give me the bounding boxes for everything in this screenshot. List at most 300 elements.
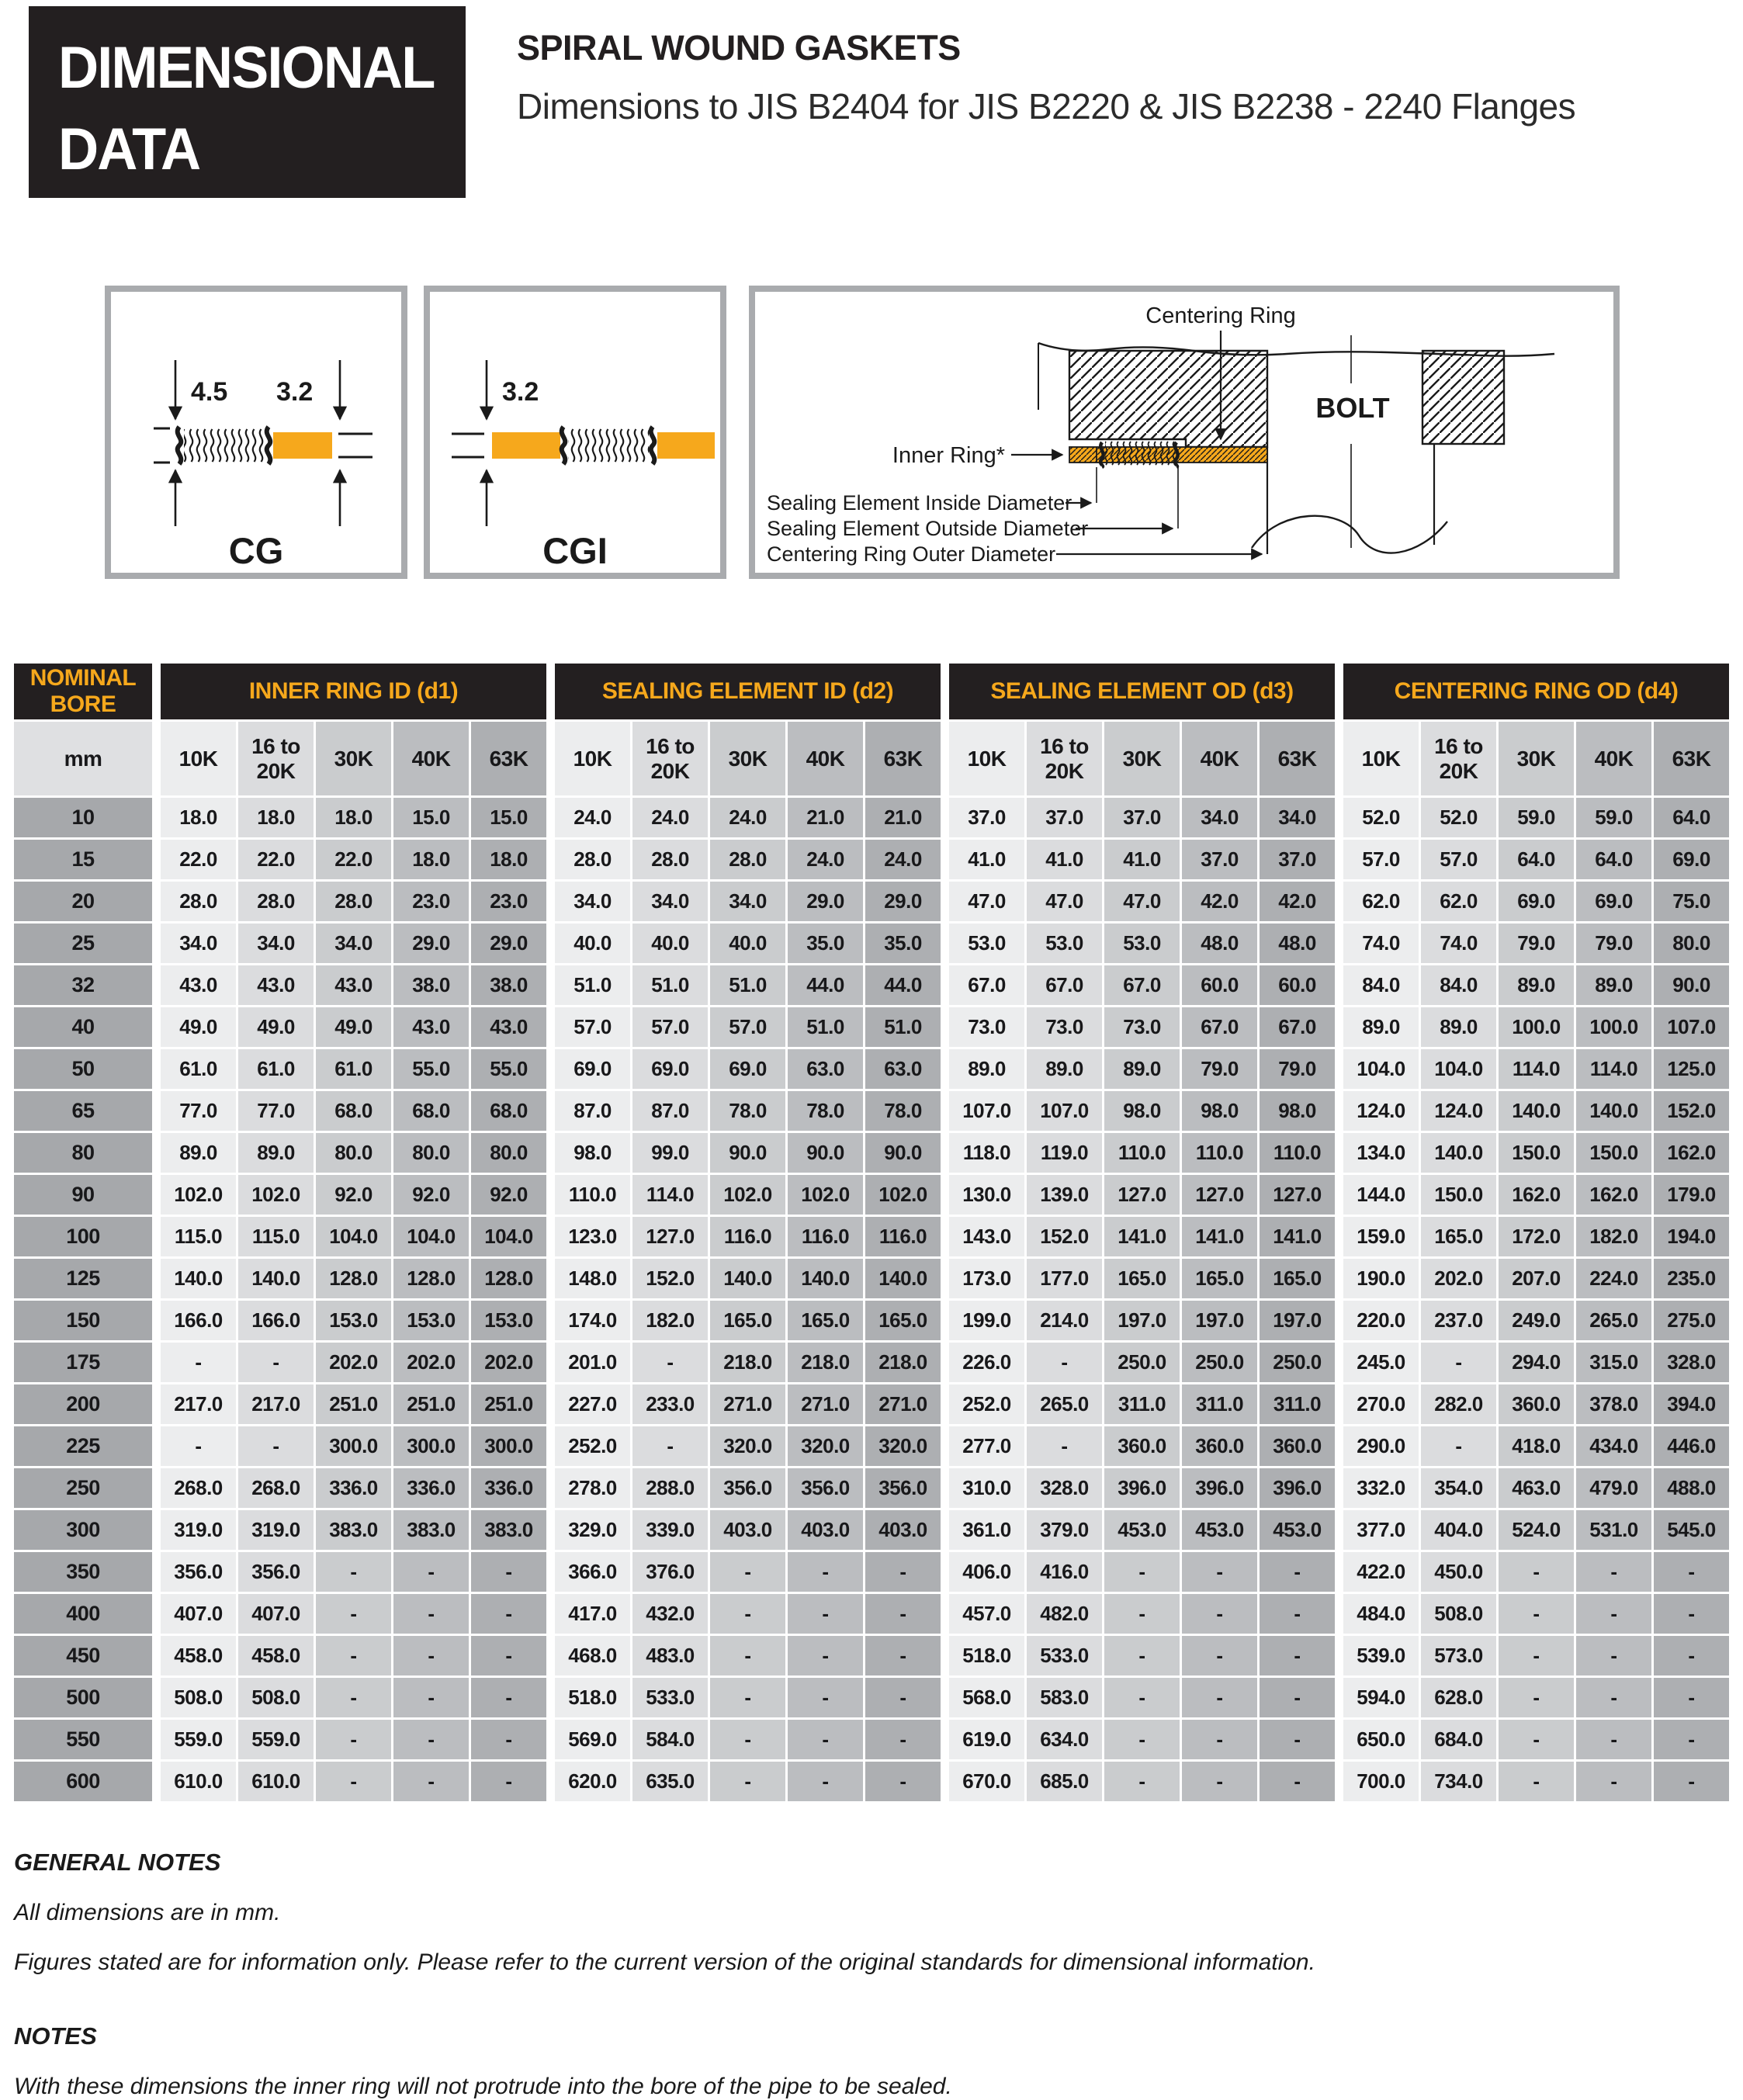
value-cell: 140.0 [1421, 1133, 1496, 1173]
value-cell: 98.0 [1104, 1091, 1180, 1131]
dimensional-data-badge [29, 6, 466, 198]
value-cell: - [471, 1636, 546, 1675]
value-cell: 130.0 [949, 1175, 1024, 1215]
value-cell: 114.0 [1499, 1049, 1574, 1089]
value-cell: - [710, 1678, 785, 1717]
pressure-class-header: 30K [1104, 722, 1180, 795]
value-cell: - [161, 1426, 236, 1466]
value-cell: 42.0 [1260, 882, 1335, 921]
value-cell: - [1260, 1762, 1335, 1801]
value-cell: 356.0 [238, 1552, 314, 1592]
value-cell: - [710, 1636, 785, 1675]
value-cell: 377.0 [1343, 1510, 1419, 1550]
value-cell: - [1260, 1552, 1335, 1592]
value-cell: 47.0 [1104, 882, 1180, 921]
value-cell: 450.0 [1421, 1552, 1496, 1592]
value-cell: 90.0 [788, 1133, 863, 1173]
value-cell: 458.0 [238, 1636, 314, 1675]
value-cell: - [393, 1678, 469, 1717]
centering-ring-label: Centering Ring [1145, 303, 1296, 328]
value-cell: 37.0 [1104, 798, 1180, 837]
value-cell: - [1421, 1426, 1496, 1466]
table-row [14, 1217, 1729, 1256]
value-cell: 61.0 [238, 1049, 314, 1089]
value-cell: 194.0 [1654, 1217, 1729, 1256]
value-cell: 89.0 [238, 1133, 314, 1173]
value-cell: 104.0 [1343, 1049, 1419, 1089]
value-cell: 110.0 [1260, 1133, 1335, 1173]
pressure-class-header: 10K [949, 722, 1024, 795]
cgi-gasket-diagram [424, 286, 726, 579]
value-cell: 533.0 [1027, 1636, 1102, 1675]
cg-spiral-wound-section [184, 428, 265, 463]
value-cell: 650.0 [1343, 1720, 1419, 1759]
value-cell: 34.0 [1260, 798, 1335, 837]
value-cell: - [1104, 1594, 1180, 1634]
value-cell: 202.0 [316, 1343, 391, 1382]
value-cell: 75.0 [1654, 882, 1729, 921]
bore-cell: 550 [14, 1720, 152, 1759]
value-cell: 252.0 [949, 1384, 1024, 1424]
value-cell: 356.0 [161, 1552, 236, 1592]
cgi-wind-end [651, 427, 655, 464]
value-cell: 23.0 [393, 882, 469, 921]
value-cell: 329.0 [555, 1510, 630, 1550]
pressure-class-header: 30K [710, 722, 785, 795]
value-cell: 140.0 [710, 1259, 785, 1298]
value-cell: 336.0 [316, 1468, 391, 1508]
cgi-spiral-wound-section [568, 428, 649, 463]
value-cell: 28.0 [316, 882, 391, 921]
value-cell: - [316, 1636, 391, 1675]
bore-cell: 50 [14, 1049, 152, 1089]
section-diagram-svg [755, 292, 1613, 573]
value-cell: 251.0 [393, 1384, 469, 1424]
value-cell: 573.0 [1421, 1636, 1496, 1675]
value-cell: 57.0 [555, 1007, 630, 1047]
value-cell: 64.0 [1654, 798, 1729, 837]
value-cell: 356.0 [788, 1468, 863, 1508]
value-cell: 118.0 [949, 1133, 1024, 1173]
value-cell: 43.0 [471, 1007, 546, 1047]
value-cell: 48.0 [1182, 924, 1257, 963]
value-cell: - [316, 1762, 391, 1801]
value-cell: 68.0 [471, 1091, 546, 1131]
value-cell: 67.0 [1182, 1007, 1257, 1047]
table-row [14, 1762, 1729, 1801]
value-cell: 107.0 [1027, 1091, 1102, 1131]
value-cell: 40.0 [632, 924, 708, 963]
bore-cell: 65 [14, 1091, 152, 1131]
value-cell: 102.0 [161, 1175, 236, 1215]
value-cell: 100.0 [1576, 1007, 1651, 1047]
value-cell: 518.0 [949, 1636, 1024, 1675]
value-cell: - [1182, 1720, 1257, 1759]
value-cell: 463.0 [1499, 1468, 1574, 1508]
value-cell: - [1654, 1762, 1729, 1801]
value-cell: - [316, 1552, 391, 1592]
value-cell: - [1576, 1678, 1651, 1717]
table-row [14, 798, 1729, 837]
value-cell: 77.0 [161, 1091, 236, 1131]
value-cell: - [865, 1636, 941, 1675]
bore-cell: 350 [14, 1552, 152, 1592]
value-cell: 18.0 [316, 798, 391, 837]
value-cell: 628.0 [1421, 1678, 1496, 1717]
value-cell: 311.0 [1104, 1384, 1180, 1424]
group-header: INNER RING ID (d1) [161, 664, 546, 719]
value-cell: 235.0 [1654, 1259, 1729, 1298]
value-cell: 23.0 [471, 882, 546, 921]
value-cell: 18.0 [161, 798, 236, 837]
value-cell: - [1499, 1720, 1574, 1759]
value-cell: 300.0 [393, 1426, 469, 1466]
value-cell: 268.0 [238, 1468, 314, 1508]
flange-block-right [1422, 351, 1504, 444]
value-cell: 140.0 [161, 1259, 236, 1298]
value-cell: 165.0 [788, 1301, 863, 1340]
value-cell: 43.0 [238, 965, 314, 1005]
value-cell: 141.0 [1182, 1217, 1257, 1256]
value-cell: 366.0 [555, 1552, 630, 1592]
value-cell: 34.0 [710, 882, 785, 921]
value-cell: 78.0 [865, 1091, 941, 1131]
value-cell: - [316, 1720, 391, 1759]
value-cell: - [1182, 1678, 1257, 1717]
value-cell: 453.0 [1260, 1510, 1335, 1550]
value-cell: 28.0 [161, 882, 236, 921]
value-cell: 360.0 [1182, 1426, 1257, 1466]
value-cell: 152.0 [1654, 1091, 1729, 1131]
value-cell: 233.0 [632, 1384, 708, 1424]
value-cell: 172.0 [1499, 1217, 1574, 1256]
value-cell: 250.0 [1104, 1343, 1180, 1382]
value-cell: 271.0 [865, 1384, 941, 1424]
value-cell: 453.0 [1104, 1510, 1180, 1550]
bore-cell: 125 [14, 1259, 152, 1298]
value-cell: 202.0 [471, 1343, 546, 1382]
value-cell: 69.0 [1499, 882, 1574, 921]
value-cell: 69.0 [710, 1049, 785, 1089]
notes-title: NOTES [14, 2022, 97, 2050]
general-notes-line-1: All dimensions are in mm. [14, 1900, 281, 1925]
table-row [14, 1133, 1729, 1173]
value-cell: 311.0 [1260, 1384, 1335, 1424]
value-cell: 61.0 [161, 1049, 236, 1089]
value-cell: 524.0 [1499, 1510, 1574, 1550]
value-cell: 300.0 [316, 1426, 391, 1466]
value-cell: 63.0 [788, 1049, 863, 1089]
value-cell: 533.0 [632, 1678, 708, 1717]
value-cell: 80.0 [393, 1133, 469, 1173]
value-cell: 40.0 [555, 924, 630, 963]
cgi-label: CGI [542, 530, 608, 571]
value-cell: 57.0 [1343, 840, 1419, 879]
value-cell: 150.0 [1576, 1133, 1651, 1173]
value-cell: 584.0 [632, 1720, 708, 1759]
pressure-class-header: 10K [161, 722, 236, 795]
general-notes-line-2: Figures stated are for information only. Please refer to the current version of the original standards for dimensional information. [14, 1949, 1315, 1975]
value-cell: 177.0 [1027, 1259, 1102, 1298]
bolt-break-squiggle [1252, 516, 1447, 553]
value-cell: 300.0 [471, 1426, 546, 1466]
value-cell: - [1104, 1678, 1180, 1717]
value-cell: - [865, 1762, 941, 1801]
value-cell: 417.0 [555, 1594, 630, 1634]
value-cell: 79.0 [1182, 1049, 1257, 1089]
value-cell: 24.0 [710, 798, 785, 837]
value-cell: 268.0 [161, 1468, 236, 1508]
value-cell: - [710, 1720, 785, 1759]
value-cell: 140.0 [1576, 1091, 1651, 1131]
group-header: SEALING ELEMENT OD (d3) [949, 664, 1335, 719]
value-cell: 162.0 [1499, 1175, 1574, 1215]
value-cell: 128.0 [316, 1259, 391, 1298]
value-cell: 165.0 [1260, 1259, 1335, 1298]
value-cell: 22.0 [238, 840, 314, 879]
value-cell: 218.0 [865, 1343, 941, 1382]
value-cell: 24.0 [555, 798, 630, 837]
value-cell: 64.0 [1576, 840, 1651, 879]
value-cell: 114.0 [1576, 1049, 1651, 1089]
bore-cell: 400 [14, 1594, 152, 1634]
value-cell: - [393, 1636, 469, 1675]
pressure-class-header: 63K [1654, 722, 1729, 795]
value-cell: 98.0 [1182, 1091, 1257, 1131]
value-cell: 320.0 [788, 1426, 863, 1466]
value-cell: - [1654, 1636, 1729, 1675]
cg-thickness-right: 3.2 [276, 377, 314, 407]
value-cell: 165.0 [1421, 1217, 1496, 1256]
value-cell: - [1027, 1426, 1102, 1466]
bore-cell: 10 [14, 798, 152, 837]
value-cell: 518.0 [555, 1678, 630, 1717]
value-cell: - [865, 1594, 941, 1634]
value-cell: 68.0 [393, 1091, 469, 1131]
value-cell: 383.0 [471, 1510, 546, 1550]
table-row [14, 924, 1729, 963]
bore-cell: 80 [14, 1133, 152, 1173]
value-cell: - [1421, 1343, 1496, 1382]
value-cell: 34.0 [632, 882, 708, 921]
value-cell: 51.0 [710, 965, 785, 1005]
value-cell: 90.0 [710, 1133, 785, 1173]
value-cell: 22.0 [316, 840, 391, 879]
bore-cell: 175 [14, 1343, 152, 1382]
value-cell: 89.0 [1343, 1007, 1419, 1047]
value-cell: 24.0 [865, 840, 941, 879]
value-cell: 140.0 [1499, 1091, 1574, 1131]
value-cell: 99.0 [632, 1133, 708, 1173]
table-row [14, 1678, 1729, 1717]
value-cell: 282.0 [1421, 1384, 1496, 1424]
value-cell: 29.0 [393, 924, 469, 963]
value-cell: 55.0 [471, 1049, 546, 1089]
value-cell: 684.0 [1421, 1720, 1496, 1759]
pressure-class-header: 16 to 20K [632, 722, 708, 795]
value-cell: 104.0 [1421, 1049, 1496, 1089]
value-cell: 35.0 [865, 924, 941, 963]
value-cell: 73.0 [1027, 1007, 1102, 1047]
value-cell: 102.0 [710, 1175, 785, 1215]
value-cell: - [471, 1720, 546, 1759]
value-cell: 162.0 [1654, 1133, 1729, 1173]
value-cell: - [1104, 1720, 1180, 1759]
value-cell: 237.0 [1421, 1301, 1496, 1340]
value-cell: 61.0 [316, 1049, 391, 1089]
value-cell: - [1654, 1720, 1729, 1759]
table-row [14, 1007, 1729, 1047]
value-cell: 332.0 [1343, 1468, 1419, 1508]
value-cell: 396.0 [1182, 1468, 1257, 1508]
value-cell: 18.0 [393, 840, 469, 879]
value-cell: 394.0 [1654, 1384, 1729, 1424]
bore-cell: 300 [14, 1510, 152, 1550]
value-cell: 165.0 [1182, 1259, 1257, 1298]
value-cell: 271.0 [788, 1384, 863, 1424]
value-cell: 77.0 [238, 1091, 314, 1131]
value-cell: 434.0 [1576, 1426, 1651, 1466]
value-cell: - [393, 1594, 469, 1634]
value-cell: 376.0 [632, 1552, 708, 1592]
value-cell: 115.0 [238, 1217, 314, 1256]
value-cell: 79.0 [1260, 1049, 1335, 1089]
pressure-class-header: 63K [865, 722, 941, 795]
value-cell: 74.0 [1343, 924, 1419, 963]
value-cell: 634.0 [1027, 1720, 1102, 1759]
value-cell: 127.0 [632, 1217, 708, 1256]
value-cell: 224.0 [1576, 1259, 1651, 1298]
value-cell: 47.0 [1027, 882, 1102, 921]
value-cell: 220.0 [1343, 1301, 1419, 1340]
value-cell: - [1104, 1552, 1180, 1592]
cg-gasket-diagram [105, 286, 407, 579]
value-cell: 336.0 [393, 1468, 469, 1508]
value-cell: 457.0 [949, 1594, 1024, 1634]
value-cell: 57.0 [710, 1007, 785, 1047]
value-cell: - [1576, 1720, 1651, 1759]
value-cell: 403.0 [865, 1510, 941, 1550]
value-cell: 87.0 [555, 1091, 630, 1131]
table-row [14, 1049, 1729, 1089]
value-cell: 406.0 [949, 1552, 1024, 1592]
value-cell: 214.0 [1027, 1301, 1102, 1340]
value-cell: 483.0 [632, 1636, 708, 1675]
cg-thickness-left: 4.5 [191, 377, 228, 407]
value-cell: 361.0 [949, 1510, 1024, 1550]
bore-cell: 40 [14, 1007, 152, 1047]
value-cell: 217.0 [238, 1384, 314, 1424]
cg-wind-start [178, 427, 182, 464]
table-row [14, 1384, 1729, 1424]
value-cell: 432.0 [632, 1594, 708, 1634]
value-cell: 153.0 [316, 1301, 391, 1340]
value-cell: 41.0 [1104, 840, 1180, 879]
value-cell: 139.0 [1027, 1175, 1102, 1215]
value-cell: 199.0 [949, 1301, 1024, 1340]
value-cell: 116.0 [710, 1217, 785, 1256]
value-cell: 407.0 [238, 1594, 314, 1634]
value-cell: 42.0 [1182, 882, 1257, 921]
value-cell: 107.0 [949, 1091, 1024, 1131]
value-cell: 79.0 [1576, 924, 1651, 963]
sealing-id-label: Sealing Element Inside Diameter [767, 491, 1072, 515]
value-cell: 383.0 [316, 1510, 391, 1550]
value-cell: 670.0 [949, 1762, 1024, 1801]
value-cell: 315.0 [1576, 1343, 1651, 1382]
value-cell: 57.0 [1421, 840, 1496, 879]
table-row [14, 1091, 1729, 1131]
value-cell: 53.0 [949, 924, 1024, 963]
value-cell: 73.0 [1104, 1007, 1180, 1047]
value-cell: 173.0 [949, 1259, 1024, 1298]
table-row [14, 1343, 1729, 1382]
value-cell: 80.0 [471, 1133, 546, 1173]
value-cell: 152.0 [632, 1259, 708, 1298]
value-cell: 278.0 [555, 1468, 630, 1508]
value-cell: - [1499, 1552, 1574, 1592]
value-cell: - [1654, 1552, 1729, 1592]
value-cell: 685.0 [1027, 1762, 1102, 1801]
value-cell: - [710, 1762, 785, 1801]
value-cell: 140.0 [238, 1259, 314, 1298]
value-cell: 73.0 [949, 1007, 1024, 1047]
pressure-class-header: 30K [316, 722, 391, 795]
value-cell: 610.0 [161, 1762, 236, 1801]
value-cell: 531.0 [1576, 1510, 1651, 1550]
value-cell: 583.0 [1027, 1678, 1102, 1717]
pressure-class-header: 40K [393, 722, 469, 795]
table-row [14, 840, 1729, 879]
value-cell: - [1260, 1636, 1335, 1675]
cgi-inner-ring-bar [492, 432, 560, 459]
value-cell: - [1576, 1762, 1651, 1801]
value-cell: 339.0 [632, 1510, 708, 1550]
value-cell: 59.0 [1576, 798, 1651, 837]
value-cell: 53.0 [1104, 924, 1180, 963]
value-cell: 165.0 [865, 1301, 941, 1340]
value-cell: 360.0 [1499, 1384, 1574, 1424]
value-cell: 49.0 [316, 1007, 391, 1047]
value-cell: 89.0 [1576, 965, 1651, 1005]
value-cell: 15.0 [471, 798, 546, 837]
value-cell: 275.0 [1654, 1301, 1729, 1340]
value-cell: 422.0 [1343, 1552, 1419, 1592]
value-cell: 610.0 [238, 1762, 314, 1801]
unit-header: mm [14, 722, 152, 795]
table-row [14, 882, 1729, 921]
value-cell: 153.0 [393, 1301, 469, 1340]
bore-cell: 500 [14, 1678, 152, 1717]
value-cell: 34.0 [316, 924, 391, 963]
cg-diagram-svg [111, 292, 401, 573]
value-cell: - [1576, 1636, 1651, 1675]
value-cell: 252.0 [555, 1426, 630, 1466]
value-cell: - [1576, 1594, 1651, 1634]
value-cell: 63.0 [865, 1049, 941, 1089]
pressure-class-header: 30K [1499, 722, 1574, 795]
value-cell: 44.0 [865, 965, 941, 1005]
value-cell: 125.0 [1654, 1049, 1729, 1089]
value-cell: 271.0 [710, 1384, 785, 1424]
value-cell: 416.0 [1027, 1552, 1102, 1592]
value-cell: 29.0 [471, 924, 546, 963]
value-cell: - [788, 1636, 863, 1675]
value-cell: 98.0 [555, 1133, 630, 1173]
value-cell: 110.0 [1182, 1133, 1257, 1173]
value-cell: 119.0 [1027, 1133, 1102, 1173]
value-cell: - [393, 1762, 469, 1801]
